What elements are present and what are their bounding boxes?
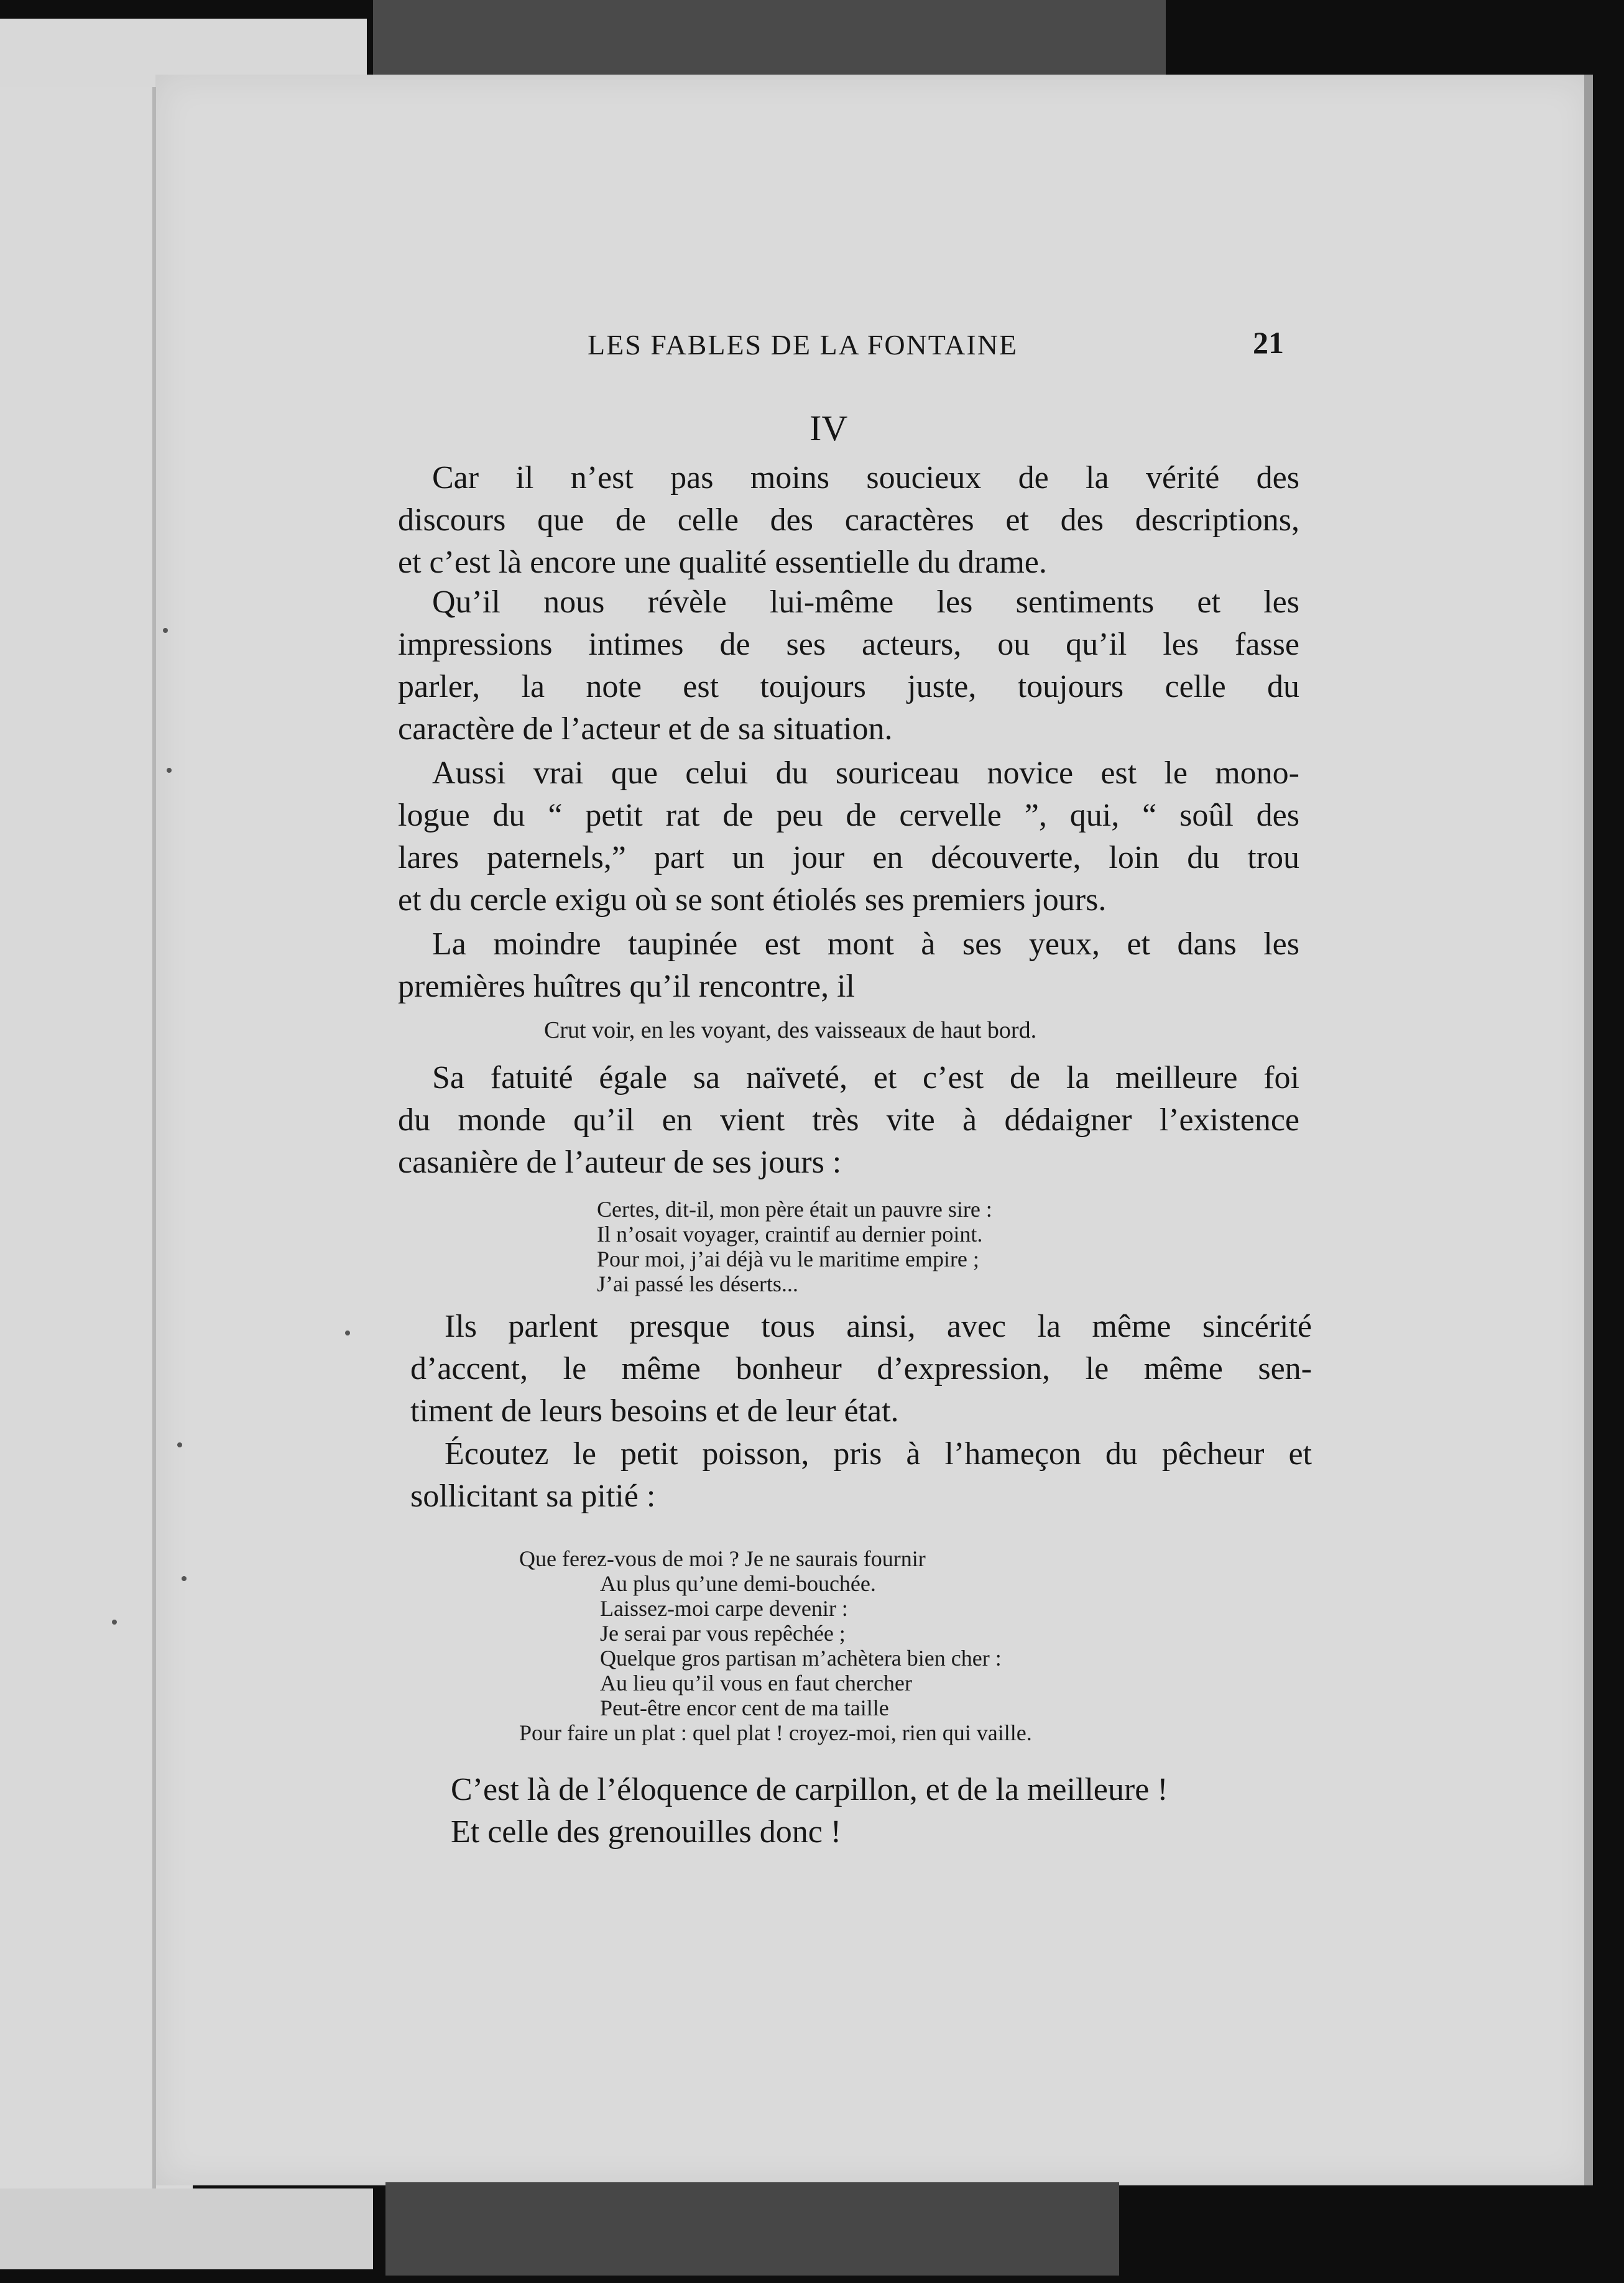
verse-line: Pour moi, j’ai déjà vu le maritime empire ; [597, 1247, 979, 1271]
section-numeral: IV [810, 408, 848, 448]
paragraph-line: caractère de l’acteur et de sa situation. [398, 711, 893, 747]
binding-stitch-mark [167, 768, 172, 773]
paragraph-6 [410, 1306, 1312, 1432]
verse-line: Certes, dit-il, mon père était un pauvre sire : [597, 1197, 992, 1222]
paragraph-line: timent de leurs besoins et de leur état. [410, 1393, 899, 1429]
paragraph-line: Écoutez le petit poisson, pris à l’hameçon du pêcheur et [445, 1436, 1312, 1472]
speck-mark [345, 1331, 350, 1335]
paragraph-line: parler, la note est toujours juste, toujours celle du [398, 669, 1299, 704]
paragraph-line: impressions intimes de ses acteurs, ou qu’il les fasse [398, 627, 1299, 662]
paragraph-line: C’est là de l’éloquence de carpillon, et de la meilleure ! [451, 1772, 1168, 1807]
verse-line: Il n’osait voyager, craintif au dernier point. [597, 1222, 983, 1247]
paragraph-line: premières huîtres qu’il rencontre, il [398, 969, 855, 1004]
binding-stitch-mark [177, 1442, 182, 1447]
verse-line: Que ferez-vous de moi ? Je ne saurais fournir [519, 1546, 926, 1571]
verse-line: Je serai par vous repêchée ; [600, 1621, 846, 1646]
running-header-title: LES FABLES DE LA FONTAINE [588, 329, 1018, 361]
paragraph-line: discours que de celle des caractères et des descriptions, [398, 502, 1299, 538]
verse-line: Au lieu qu’il vous en faut chercher [600, 1671, 912, 1695]
verse-quote-3 [519, 1546, 1032, 1745]
paragraph-1 [398, 457, 1299, 584]
verse-line: Peut-être encor cent de ma taille [600, 1695, 889, 1720]
paragraph-7 [410, 1433, 1312, 1518]
paragraph-line: d’accent, le même bonheur d’expression, le même sen- [410, 1351, 1312, 1386]
verse-line: J’ai passé les déserts... [597, 1271, 798, 1296]
page-number: 21 [1253, 325, 1284, 360]
paragraph-line: logue du “ petit rat de peu de cervelle ”, qui, “ soûl des [398, 798, 1299, 833]
paragraph-line: et c’est là encore une qualité essentielle du drame. [398, 545, 1047, 580]
bottom-tape-strip [385, 2182, 1119, 2276]
paragraph-line: sollicitant sa pitié : [410, 1478, 656, 1514]
verse-line: Quelque gros partisan m’achètera bien cher : [600, 1646, 1002, 1671]
binding-stitch-mark [163, 628, 168, 633]
paragraph-line: Sa fatuité égale sa naïveté, et c’est de la meilleure foi [432, 1060, 1299, 1095]
paragraph-line: Aussi vrai que celui du souriceau novice est le mono- [432, 755, 1299, 791]
paragraph-line: Qu’il nous révèle lui-même les sentiments et les [432, 584, 1299, 620]
page-edge-shadow [1584, 75, 1593, 2185]
paragraph-8 [451, 1769, 1321, 1853]
paragraph-line: Et celle des grenouilles donc ! [451, 1814, 842, 1850]
binding-stitch-mark [182, 1576, 187, 1581]
verse-quote-1 [544, 1018, 1036, 1043]
paragraph-line: casanière de l’auteur de ses jours : [398, 1145, 842, 1180]
verse-line: Laissez-moi carpe devenir : [600, 1596, 848, 1621]
left-page-bottom-strip [0, 2188, 373, 2269]
binding-thread [152, 87, 156, 2201]
paragraph-line: et du cercle exigu où se sont étiolés ses premiers jours. [398, 882, 1107, 918]
paragraph-line: lares paternels,” part un jour en découverte, loin du trou [398, 840, 1299, 875]
verse-line: Crut voir, en les voyant, des vaisseaux de haut bord. [544, 1017, 1037, 1043]
top-tape-strip [373, 0, 1166, 84]
paragraph-4 [398, 923, 1299, 1008]
speck-mark [112, 1620, 117, 1625]
paragraph-line: La moindre taupinée est mont à ses yeux, et dans les [432, 926, 1299, 962]
paragraph-5 [398, 1057, 1299, 1184]
paragraph-3 [398, 752, 1299, 921]
paragraph-line: du monde qu’il en vient très vite à dédaigner l’existence [398, 1102, 1299, 1138]
paragraph-line: Ils parlent presque tous ainsi, avec la même sincérité [445, 1309, 1312, 1344]
paragraph-2 [398, 581, 1299, 750]
verse-quote-2 [597, 1197, 992, 1296]
verse-line: Au plus qu’une demi-bouchée. [600, 1571, 876, 1596]
verse-line: Pour faire un plat : quel plat ! croyez-moi, rien qui vaille. [519, 1720, 1032, 1745]
paragraph-line: Car il n’est pas moins soucieux de la vérité des [432, 460, 1299, 496]
